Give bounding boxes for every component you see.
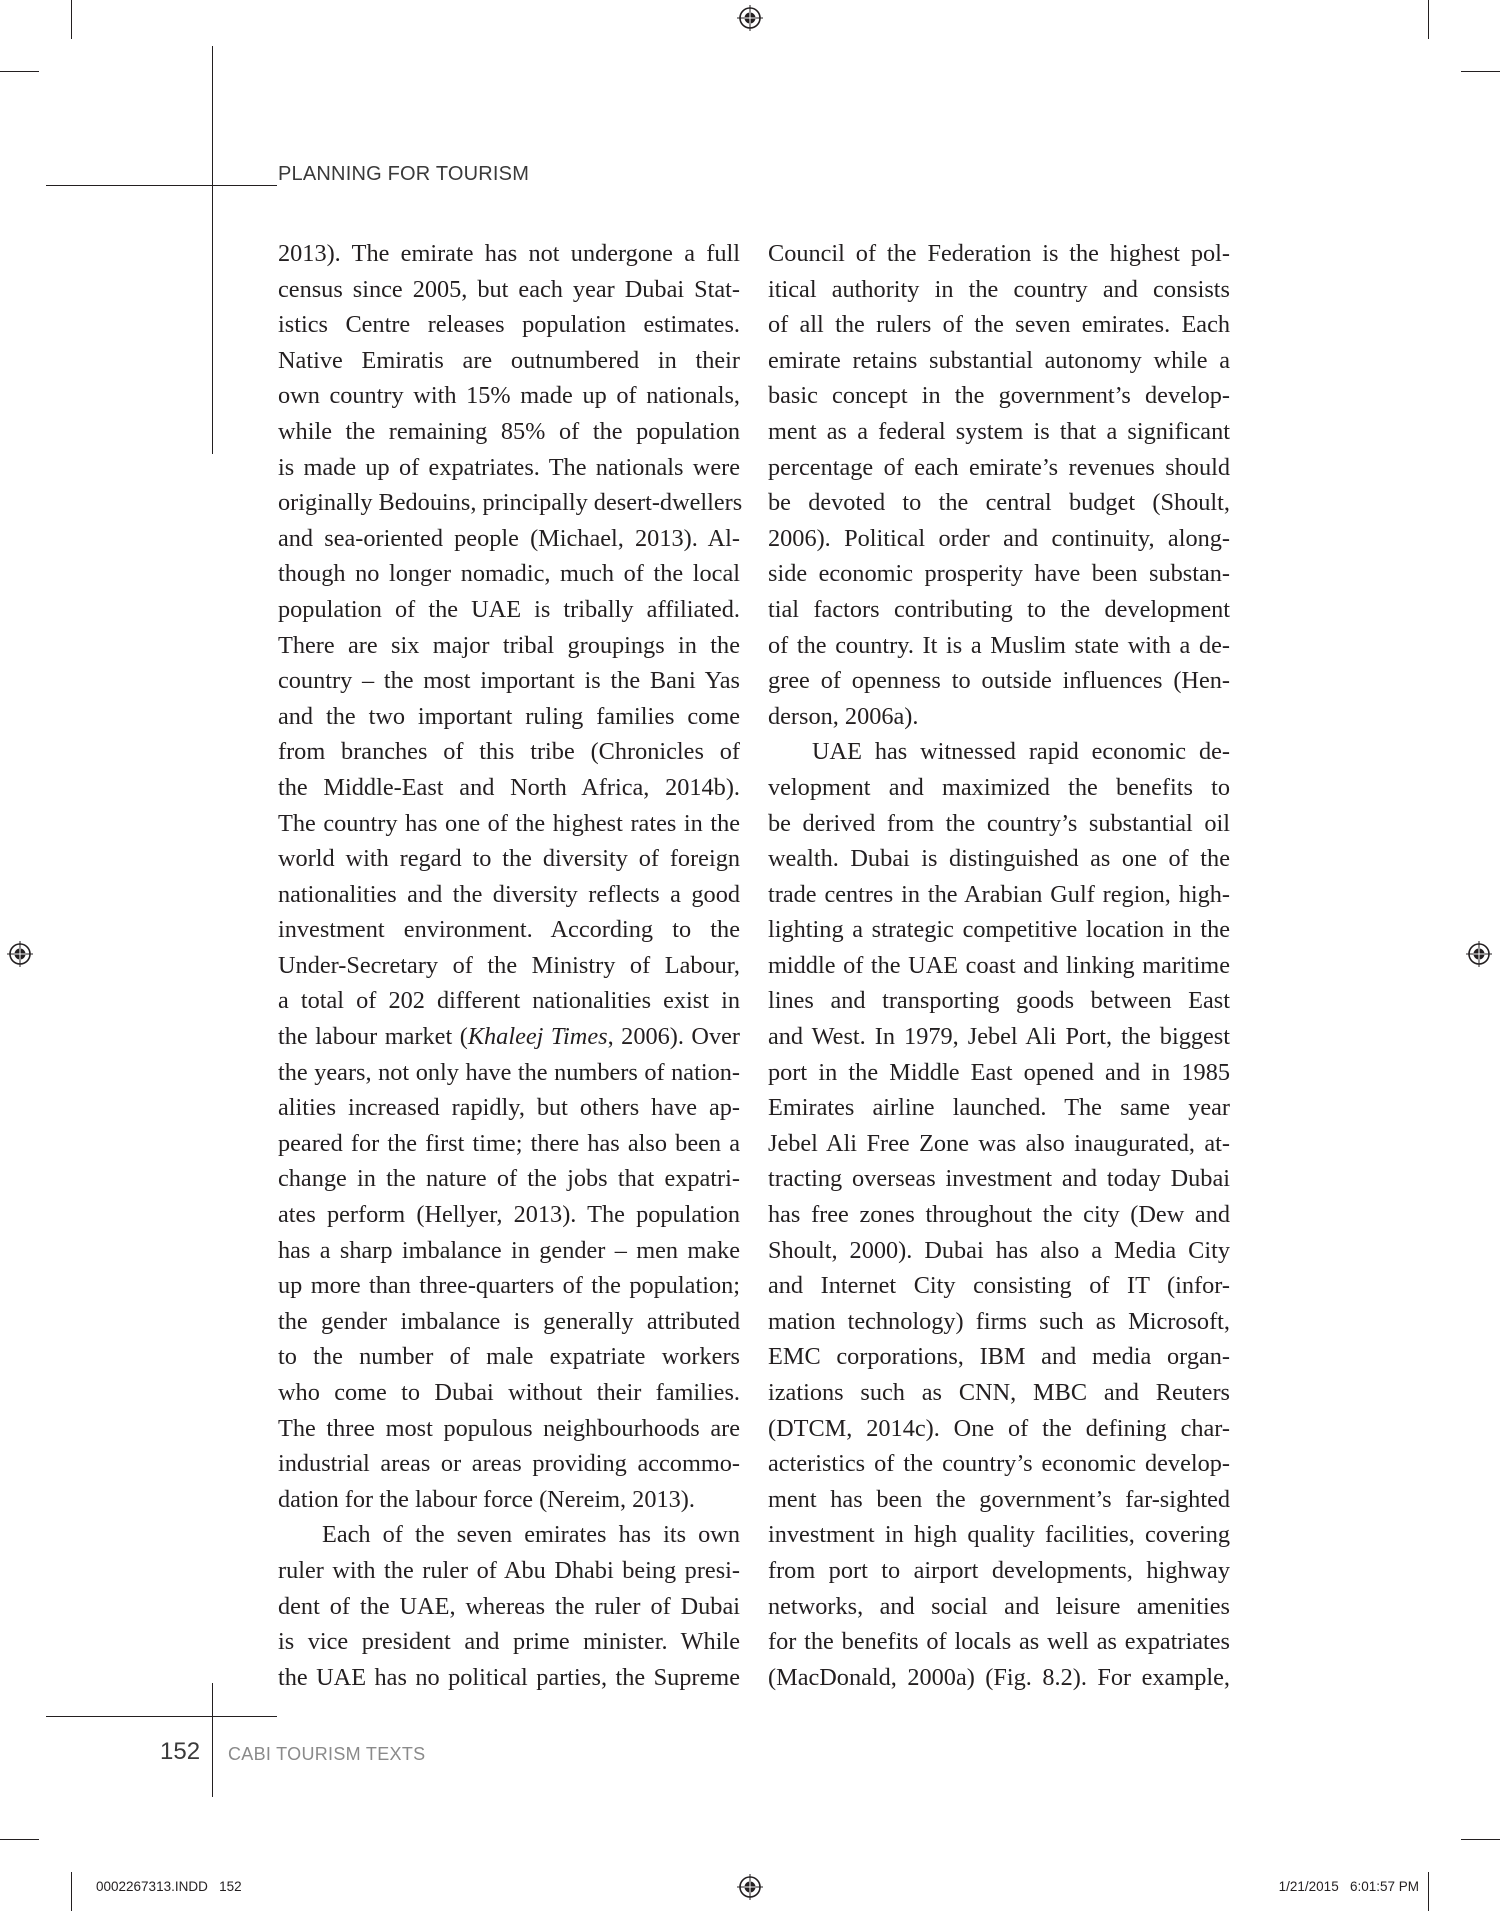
body-text-line: derson, 2006a). [768, 702, 919, 730]
body-text-line: from port to airport developments, highway [768, 1556, 1230, 1584]
crop-mark-bottom-left-vertical [71, 1872, 72, 1911]
right-column [768, 236, 1230, 1695]
body-text-line: country – the most important is the Bani Yas [278, 667, 740, 695]
crop-mark-top-left-horizontal [0, 71, 39, 72]
body-text-line: wealth. Dubai is distinguished as one of the [768, 845, 1230, 873]
body-text-line: port in the Middle East opened and in 1985 [768, 1058, 1230, 1086]
footer-vertical-rule [212, 1683, 213, 1797]
body-text-line: There are six major tribal groupings in the [278, 631, 740, 659]
body-text-line-citation [278, 1019, 740, 1055]
body-text-line: acteristics of the country’s economic develop- [768, 1450, 1230, 1478]
body-text-line: side economic prosperity have been substan- [768, 560, 1230, 588]
body-text-line: a total of 202 different nationalities exist in [278, 987, 740, 1015]
body-text-line: lines and transporting goods between East [768, 987, 1230, 1015]
body-text-line: originally Bedouins, principally desert-dwellers [278, 489, 743, 517]
body-text-line: census since 2005, but each year Dubai Stat- [278, 275, 740, 303]
citation-source-title: Khaleej Times [467, 1023, 608, 1051]
crop-mark-bottom-right-horizontal [1461, 1839, 1500, 1840]
body-text-line: dent of the UAE, whereas the ruler of Dubai [278, 1592, 740, 1620]
body-text-line: is vice president and prime minister. While [278, 1628, 740, 1656]
body-text-line: has free zones throughout the city (Dew and [768, 1201, 1230, 1229]
slug-timestamp: 1/21/2015 6:01:57 PM [1278, 1879, 1419, 1894]
body-text-line: though no longer nomadic, much of the local [278, 560, 740, 588]
body-text-line: and sea-oriented people (Michael, 2013). Al- [278, 524, 740, 552]
body-text-line: Council of the Federation is the highest pol- [768, 240, 1230, 267]
body-text-line: Shoult, 2000). Dubai has also a Media City [768, 1236, 1230, 1264]
body-text-line: who come to Dubai without their families. [278, 1379, 740, 1406]
left-column [278, 236, 743, 1695]
crop-mark-top-right-horizontal [1461, 71, 1500, 72]
body-text-line: 2006). Political order and continuity, along- [768, 524, 1230, 552]
body-text-line: middle of the UAE coast and linking maritime [768, 951, 1230, 979]
body-text-line: has a sharp imbalance in gender – men make [278, 1236, 740, 1264]
body-text-line: networks, and social and leisure amenities [768, 1592, 1230, 1620]
body-text-line: The three most populous neighbourhoods are [278, 1414, 740, 1442]
registration-mark-top-icon [737, 5, 763, 31]
body-text-line: of all the rulers of the seven emirates. Each [768, 311, 1230, 339]
body-text-line: basic concept in the government’s develop- [768, 382, 1230, 410]
body-text-line: alities increased rapidly, but others have ap- [278, 1094, 740, 1122]
page-number: 152 [160, 1738, 201, 1765]
body-text-line: Jebel Ali Free Zone was also inaugurated, at- [768, 1129, 1230, 1157]
body-text-line: while the remaining 85% of the population [278, 417, 740, 445]
body-text-line: itical authority in the country and consists [768, 275, 1230, 303]
crop-mark-top-left-vertical [71, 0, 72, 39]
body-text-line: for the benefits of locals as well as expatriates [768, 1628, 1230, 1656]
body-text-line: own country with 15% made up of nationals, [278, 382, 740, 410]
body-text-line: population of the UAE is tribally affiliated. [278, 595, 740, 623]
body-text-line: trade centres in the Arabian Gulf region, high- [768, 880, 1230, 908]
body-text-line: UAE has witnessed rapid economic de- [812, 738, 1230, 766]
body-text-line: ment has been the government’s far-sighted [768, 1485, 1230, 1513]
body-text-line: industrial areas or areas providing accommo- [278, 1450, 740, 1478]
body-text-line: izations such as CNN, MBC and Reuters [768, 1379, 1230, 1406]
body-text-line: Native Emiratis are outnumbered in their [278, 346, 740, 374]
header-vertical-rule [212, 46, 213, 454]
footer-horizontal-rule [46, 1716, 277, 1717]
body-text-line: lighting a strategic competitive location in the [768, 916, 1230, 944]
citation-trail-text: , 2006). Over [607, 1023, 740, 1051]
body-text-line: EMC corporations, IBM and media organ- [768, 1343, 1230, 1371]
body-text-line: 2013). The emirate has not undergone a full [278, 240, 740, 267]
body-text-line: and the two important ruling families come [278, 702, 740, 730]
slug-file-name: 0002267313.INDD 152 [96, 1879, 242, 1894]
body-text-line: the UAE has no political parties, the Supreme [278, 1663, 740, 1691]
body-text-line: emirate retains substantial autonomy while a [768, 346, 1230, 374]
body-text-line: velopment and maximized the benefits to [768, 773, 1230, 801]
citation-lead-text: the labour market ( [278, 1023, 468, 1051]
registration-mark-bottom-icon [737, 1874, 763, 1900]
body-text-line: Under-Secretary of the Ministry of Labour, [278, 951, 740, 979]
body-text-line: up more than three-quarters of the population; [278, 1272, 740, 1300]
registration-mark-left-icon [7, 941, 33, 967]
body-text-line: tial factors contributing to the development [768, 595, 1230, 623]
body-text-line: be devoted to the central budget (Shoult, [768, 489, 1230, 517]
body-text-line: from branches of this tribe (Chronicles of [278, 738, 740, 766]
body-text-line: change in the nature of the jobs that expatri- [278, 1165, 740, 1193]
body-text-line: The country has one of the highest rates in the [278, 809, 740, 837]
body-text-line: Emirates airline launched. The same year [768, 1094, 1230, 1122]
body-text-line: world with regard to the diversity of foreign [278, 845, 740, 873]
series-title: CABI TOURISM TEXTS [228, 1744, 426, 1764]
registration-mark-right-icon [1466, 941, 1492, 967]
crop-mark-bottom-left-horizontal [0, 1839, 39, 1840]
header-horizontal-rule [46, 185, 277, 186]
body-text-line: the gender imbalance is generally attributed [278, 1307, 740, 1335]
body-text-line: (MacDonald, 2000a) (Fig. 8.2). For example, [768, 1663, 1230, 1691]
body-text-line: mation technology) firms such as Microsoft, [768, 1307, 1230, 1335]
body-text-line: istics Centre releases population estimates. [278, 311, 740, 339]
body-text-line: investment environment. According to the [278, 916, 740, 944]
body-text-line: dation for the labour force (Nereim, 2013). [278, 1485, 695, 1513]
crop-mark-bottom-right-vertical [1428, 1872, 1429, 1911]
body-text-line: nationalities and the diversity reflects a good [278, 880, 740, 908]
body-text-line: of the country. It is a Muslim state with a de- [768, 631, 1230, 659]
body-text-line: Each of the seven emirates has its own [322, 1521, 740, 1549]
body-text-line: percentage of each emirate’s revenues should [768, 453, 1230, 481]
body-text-line: and West. In 1979, Jebel Ali Port, the biggest [768, 1023, 1230, 1051]
body-text-line: ates perform (Hellyer, 2013). The population [278, 1201, 740, 1229]
body-text-line: to the number of male expatriate workers [278, 1343, 740, 1371]
body-text-line: the Middle-East and North Africa, 2014b). [278, 773, 740, 801]
body-text-line: is made up of expatriates. The nationals were [278, 453, 740, 481]
body-text-line: (DTCM, 2014c). One of the defining char- [768, 1414, 1230, 1442]
running-head: PLANNING FOR TOURISM [278, 163, 530, 185]
body-text-line: be derived from the country’s substantial oil [768, 809, 1230, 837]
body-text-line: gree of openness to outside influences (Hen- [768, 667, 1230, 695]
body-text-line: ment as a federal system is that a significant [768, 417, 1230, 445]
crop-mark-top-right-vertical [1428, 0, 1429, 39]
body-text-line: and Internet City consisting of IT (infor- [768, 1272, 1230, 1300]
body-text-line: the years, not only have the numbers of nation- [278, 1058, 740, 1086]
body-text-line: investment in high quality facilities, covering [768, 1521, 1230, 1549]
body-text-line: tracting overseas investment and today Dubai [768, 1165, 1230, 1193]
body-text-line: ruler with the ruler of Abu Dhabi being presi- [278, 1556, 740, 1584]
body-text-line: peared for the first time; there has also been a [278, 1129, 740, 1157]
